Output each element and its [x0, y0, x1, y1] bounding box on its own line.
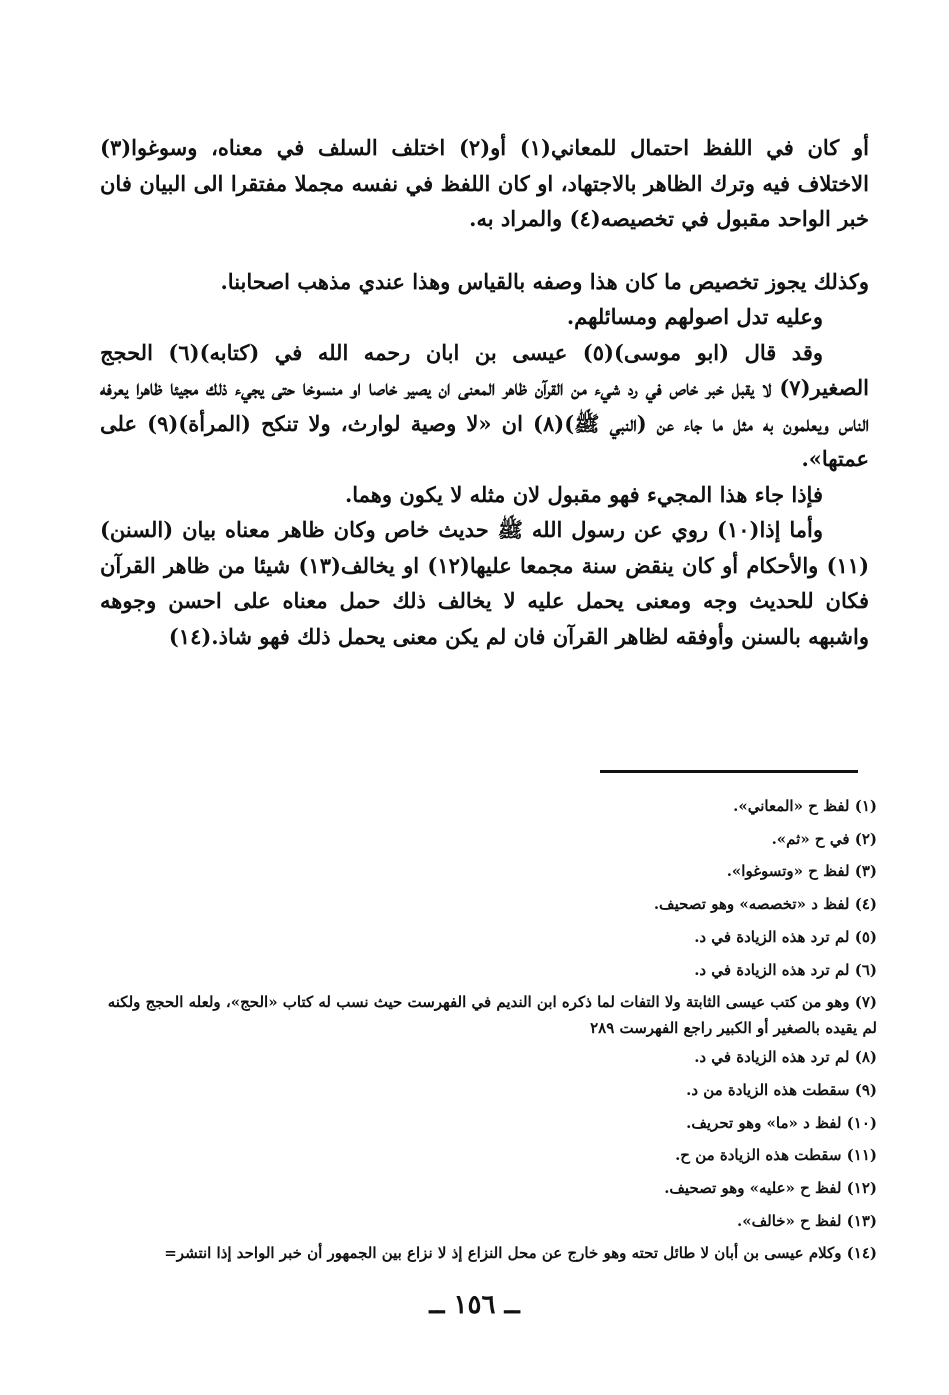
footnote: (٨) لم ترد هذه الزيادة في د.: [694, 1048, 877, 1067]
footnote: (٧) وهو من كتب عيسى الثابتة ولا التفات لما ذكره ابن النديم في الفهرست حيث نسب له كتاب «الحج»، ولعله الحجج ولكنه لم يقيده بالصغير أو الكبير راجع الفهرست ٢٨٩: [107, 993, 877, 1038]
paragraph: فإذا جاء هذا المجيء فهو مقبول لان مثله لا يكون وهما.: [344, 481, 823, 507]
paragraph: أو كان في اللفظ احتمال للمعاني(١) أو(٢) اختلف السلف في معناه، وسوغوا(٣) الاختلاف فيه وترك الظاهر بالاجتهاد، او كان اللفظ في نفسه مجملا مفتقرا الى البيان فان خبر الواحد مقبول في تخصيصه(٤) والمراد به.: [100, 135, 869, 231]
footnote: (١٢) لفظ ح «عليه» وهو تصحيف.: [664, 1179, 877, 1198]
footnote: (١١) سقطت هذه الزيادة من ح.: [675, 1146, 877, 1165]
page-number: ــ ١٥٦ ــ: [429, 1290, 520, 1320]
footnote: (٦) لم ترد هذه الزيادة في د.: [694, 960, 877, 979]
footnotes: [96, 790, 877, 1270]
footnote: (١٤) وكلام عيسى بن أبان لا طائل تحته وهو خارج عن محل النزاع إذ لا نزاع بين الجمهور أن خبر الواحد إذا انتشر=: [164, 1244, 877, 1263]
footnote: (٤) لفظ د «تخصصه» وهو تصحيف.: [653, 895, 877, 914]
footnote: (٩) سقطت هذه الزيادة من د.: [686, 1080, 877, 1099]
footnote: (٢) في ح «ثم».: [771, 829, 877, 848]
footnote: (١٣) لفظ ح «خالف».: [737, 1211, 877, 1230]
main-text: [100, 130, 869, 654]
footnote: (١) لفظ ح «المعاني».: [733, 797, 877, 815]
footnote: (١٠) لفظ د «ما» وهو تحريف.: [686, 1113, 877, 1132]
footnote: (٥) لم ترد هذه الزيادة في د.: [694, 927, 877, 946]
footnote: (٣) لفظ ح «وتسوغوا».: [726, 862, 877, 881]
paragraph: وكذلك يجوز تخصيص ما كان هذا وصفه بالقياس وهذا عندي مذهب اصحابنا.: [220, 268, 869, 294]
paragraph: وأما إذا(١٠) روي عن رسول الله ﷺ حديث خاص وكان ظاهر معناه بيان (السنن)(١١) والأحكام أو كان ينقض سنة مجمعا عليها(١٢) او يخالف(١٣) شيئا من ظاهر القرآن فكان للحديث وجه ومعنى يحمل عليه لا يخالف ذلك حمل معناه على احسن وجوهه واشبهه بالسنن وأوفقه لظاهر القرآن فان لم يكن معنى يحمل ذلك فهو شاذ.(١٤): [100, 517, 870, 649]
paragraph: وقد قال (ابو موسى)(٥) عيسى بن ابان رحمه الله في (كتابه)(٦) الحجج الصغير(٧) لا يقبل خبر خاص في رد شيء من القرآن ظاهر المعنى ان يصير خاصا او منسوخا حتى يجيء ذلك مجيئا ظاهرا يعرفه الناس ويعلمون به مثل ما جاء عن (النبي ﷺ)(٨) ان «لا وصية لوارث، ولا تنكح (المرأة)(٩) على عمتها».: [100, 339, 869, 471]
paragraph: وعليه تدل اصولهم ومسائلهم.: [566, 304, 823, 329]
footnote-separator: [600, 770, 858, 773]
